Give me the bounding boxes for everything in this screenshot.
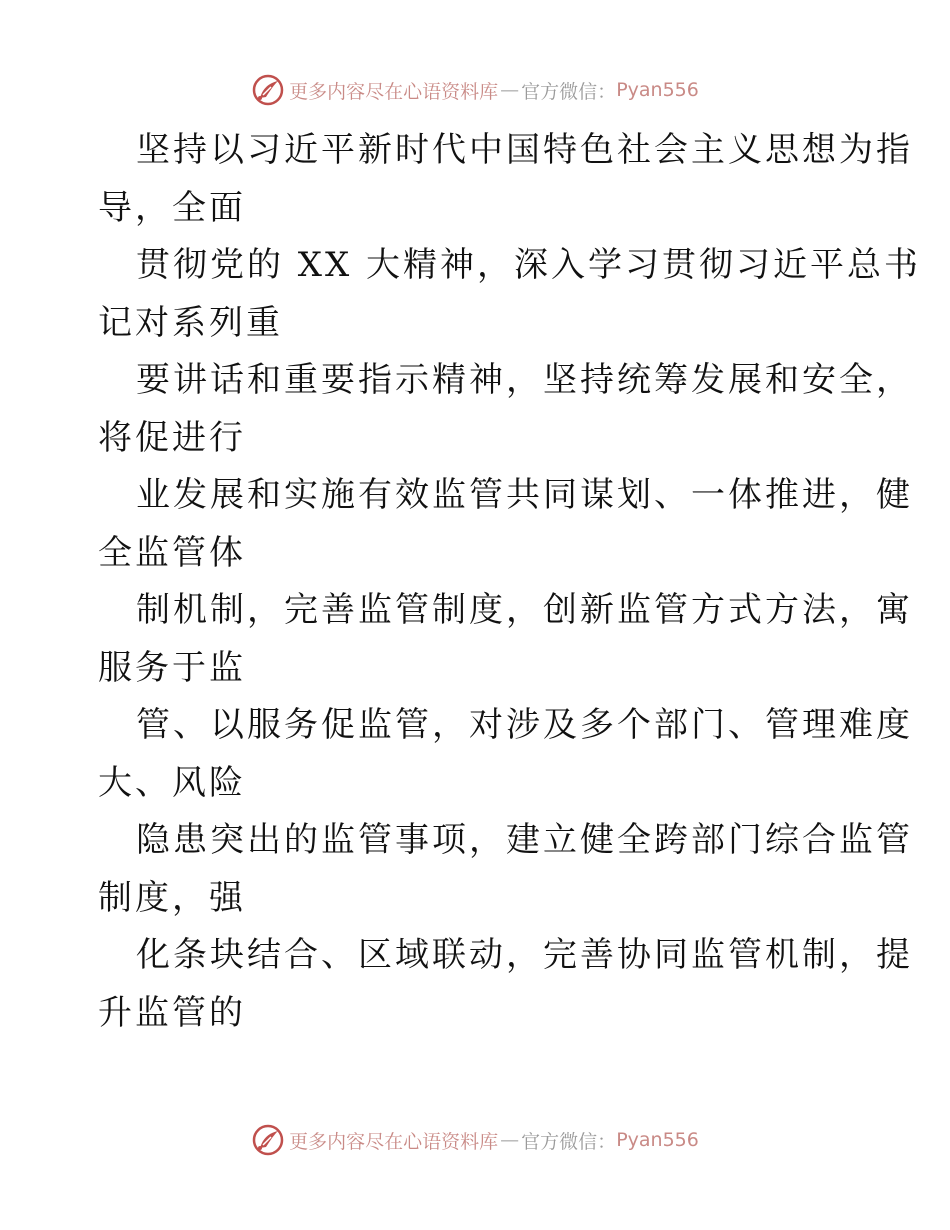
header-watermark: [0, 70, 950, 110]
body-line: 管、以服务促监管，对涉及多个部门、管理难度: [136, 705, 913, 745]
body-line: 记对系列重: [98, 302, 283, 343]
body-line: 将促进行: [98, 417, 246, 458]
watermark-dash: —: [500, 1129, 520, 1151]
watermark-wechat-id: Pyan556: [616, 79, 699, 101]
watermark-label: 官方微信：: [521, 80, 617, 103]
watermark-wechat-id: Pyan556: [616, 1129, 699, 1151]
body-line: 升监管的: [98, 992, 246, 1033]
body-line: 业发展和实施有效监管共同谋划、一体推进，健: [136, 475, 913, 515]
watermark-brand-text: 更多内容尽在心语资料库: [289, 1130, 499, 1153]
footer-watermark: [0, 1120, 950, 1160]
watermark-label: 官方微信：: [521, 1130, 617, 1153]
body-line: 制度，强: [98, 877, 246, 918]
brand-logo-icon: [251, 1123, 285, 1157]
brand-logo-icon: [251, 73, 285, 107]
body-line: 大、风险: [98, 762, 246, 803]
body-line: 贯彻党的 XX 大精神，深入学习贯彻习近平总书: [136, 245, 922, 285]
body-line: 制机制，完善监管制度，创新监管方式方法，寓: [136, 590, 913, 630]
body-line: 全监管体: [98, 532, 246, 573]
body-line: 化条块结合、区域联动，完善协同监管机制，提: [136, 935, 913, 975]
body-line: 导，全面: [98, 187, 246, 228]
body-line: 坚持以习近平新时代中国特色社会主义思想为指: [136, 130, 913, 170]
body-line: 服务于监: [98, 647, 246, 688]
watermark-dash: —: [500, 79, 520, 101]
document-body: [98, 122, 922, 1042]
watermark-brand-text: 更多内容尽在心语资料库: [289, 80, 499, 103]
body-line: 隐患突出的监管事项，建立健全跨部门综合监管: [136, 820, 913, 860]
body-line: 要讲话和重要指示精神，坚持统筹发展和安全，: [136, 360, 913, 400]
